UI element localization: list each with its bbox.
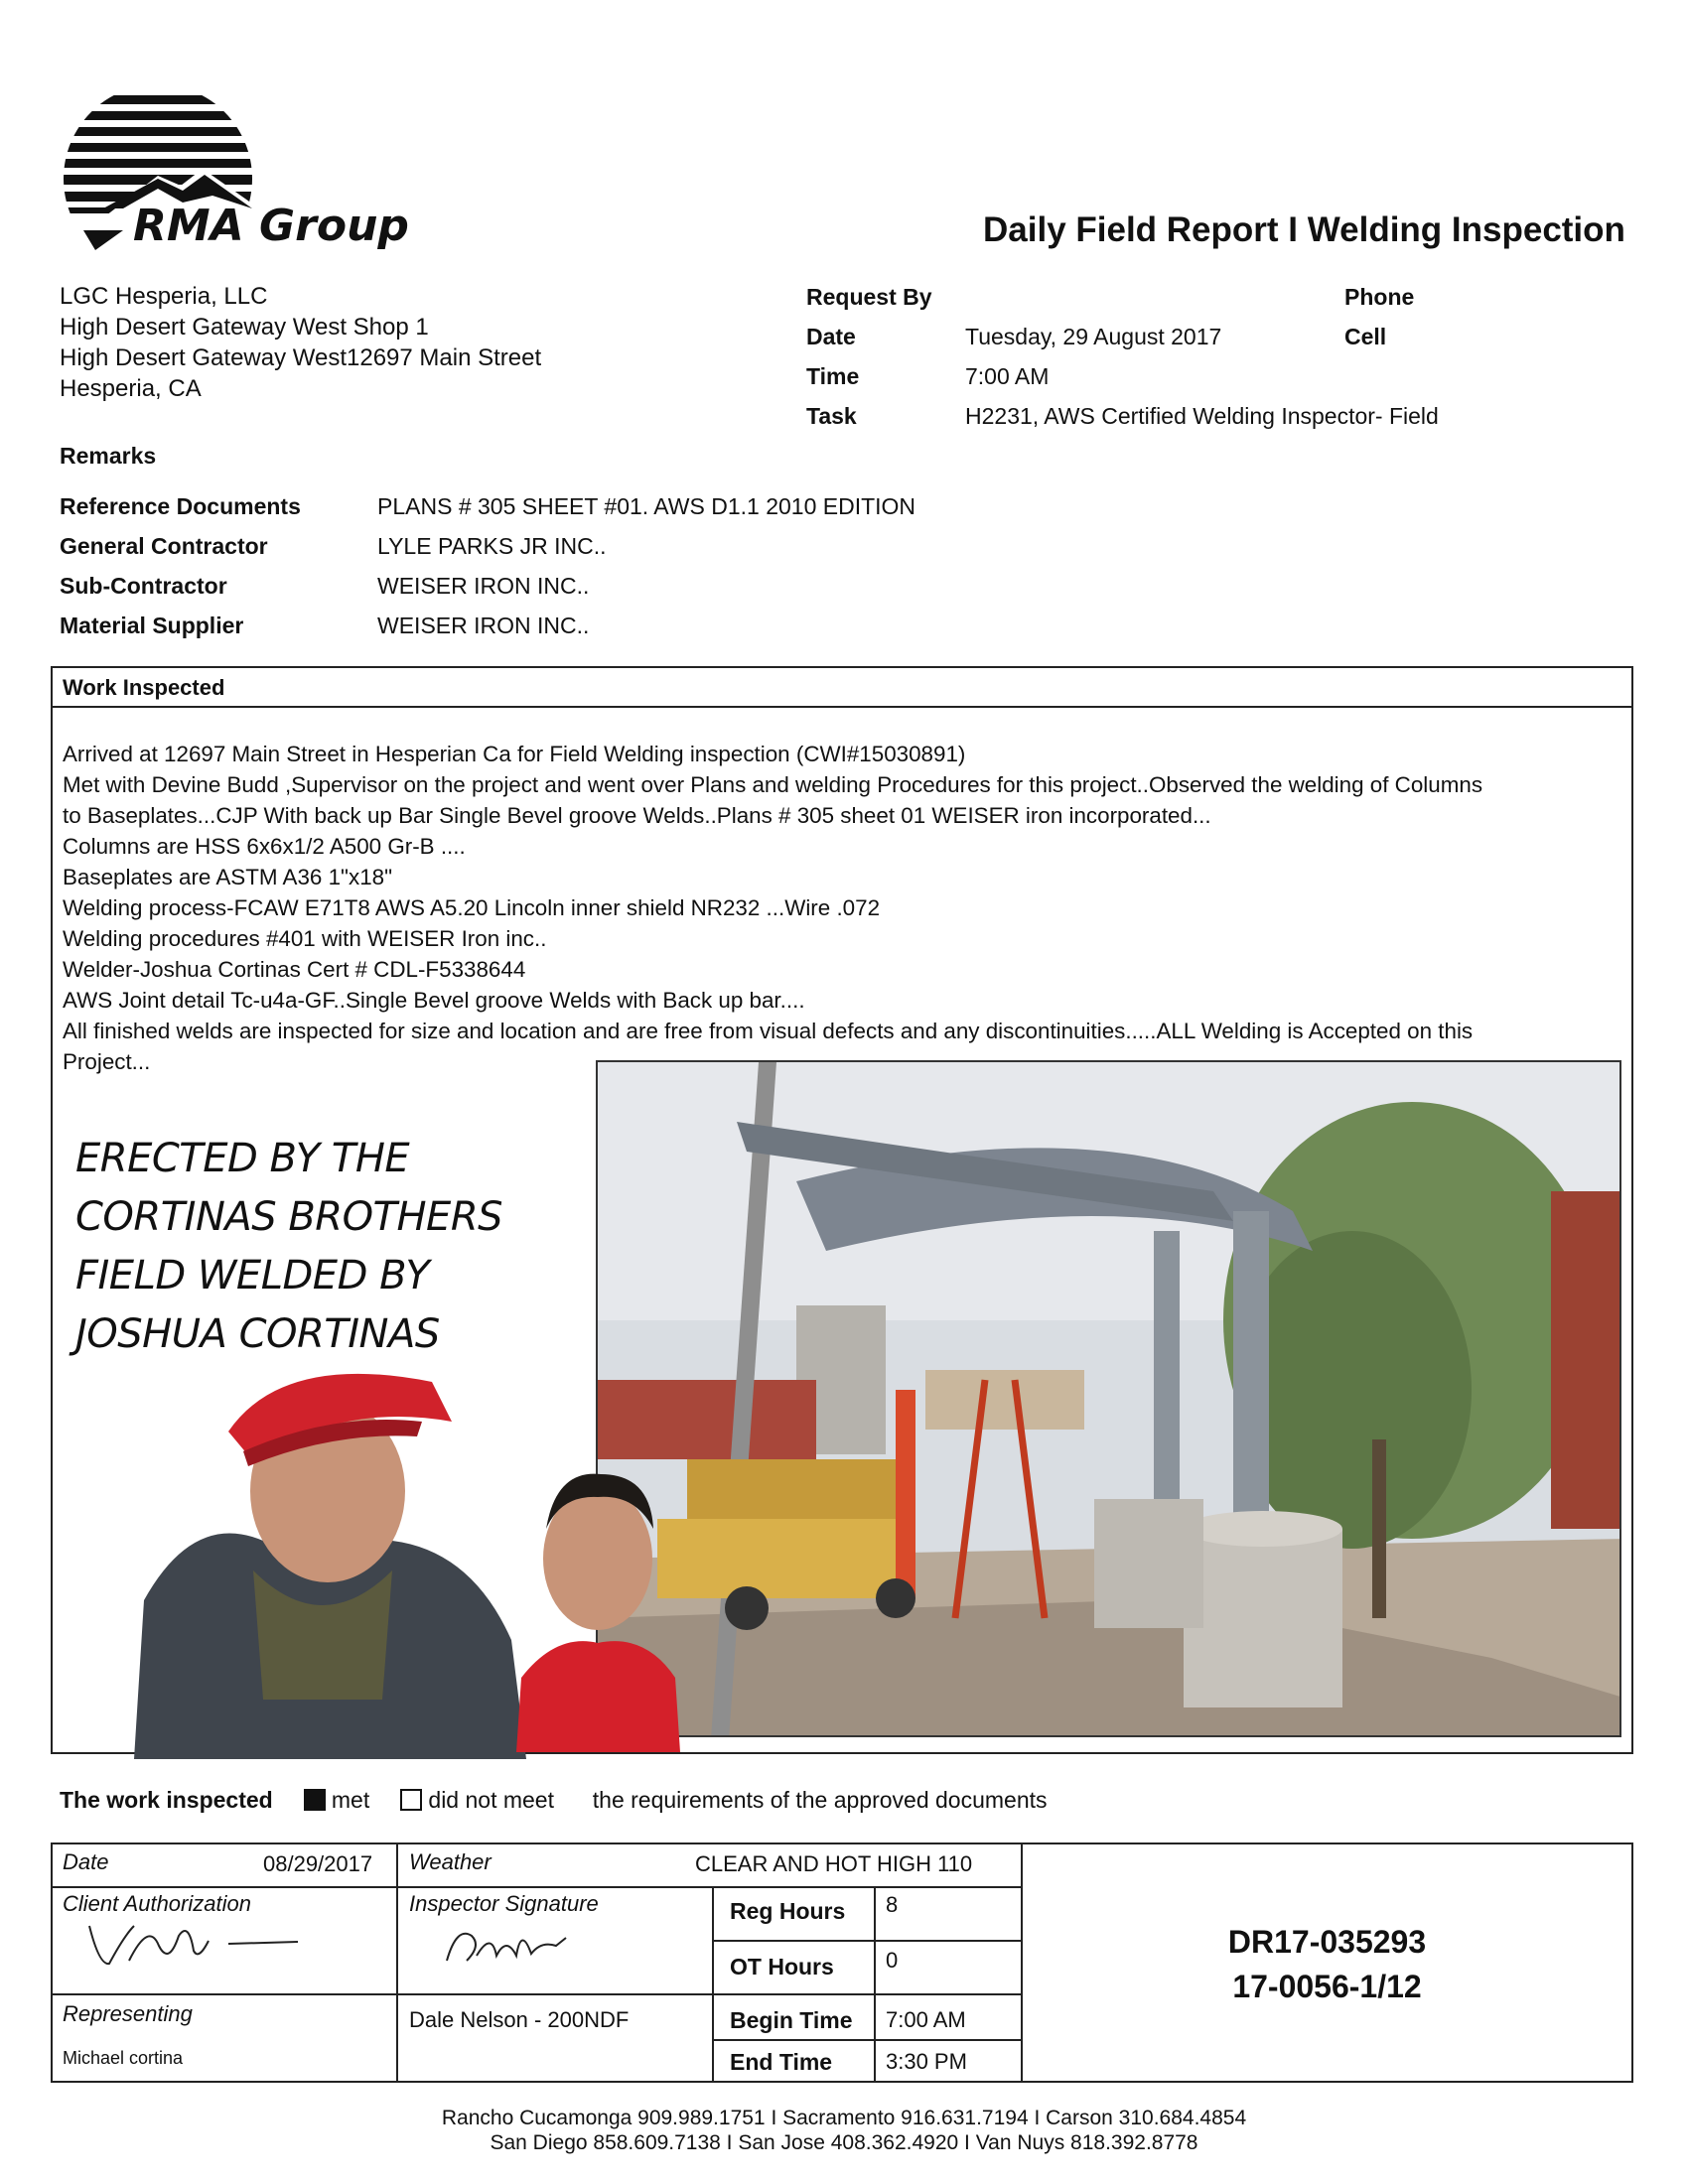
sub-contractor-label: Sub-Contractor <box>60 573 227 599</box>
client-site: High Desert Gateway West Shop 1 <box>60 314 429 341</box>
reg-hours-label: Reg Hours <box>730 1898 846 1924</box>
reference-documents-label: Reference Documents <box>60 493 301 519</box>
caption-line: JOSHUA CORTINAS <box>75 1311 440 1357</box>
note-line: Welding process-FCAW E71T8 AWS A5.20 Lincoln inner shield NR232 ...Wire .072 <box>63 895 881 920</box>
ot-hours-value: 0 <box>886 1948 899 1973</box>
project-number: 17-0056-1/12 <box>1232 1969 1422 2004</box>
person-icon <box>134 1342 526 1759</box>
client-address <box>60 281 541 404</box>
compliance-prefix: The work inspected <box>60 1787 273 1813</box>
task-value: H2231, AWS Certified Welding Inspector- Field <box>965 403 1439 429</box>
note-line: Columns are HSS 6x6x1/2 A500 Gr-B .... <box>63 834 466 859</box>
date-label: Date <box>806 324 856 349</box>
client-signature <box>79 1916 318 1976</box>
material-supplier-label: Material Supplier <box>60 613 244 638</box>
cell-label: Cell <box>1344 324 1387 349</box>
material-supplier-value: WEISER IRON INC.. <box>377 613 590 638</box>
date-value: Tuesday, 29 August 2017 <box>965 324 1222 349</box>
reference-documents-value: PLANS # 305 SHEET #01. AWS D1.1 2010 EDITION <box>377 493 916 519</box>
client-city: Hesperia, CA <box>60 375 202 402</box>
logo-text: RMA Group <box>133 201 409 250</box>
logo-mountain-icon <box>64 91 500 250</box>
note-line: Project... <box>63 1049 151 1074</box>
phone-label: Phone <box>1344 284 1415 310</box>
client-authorization-label: Client Authorization <box>63 1891 251 1916</box>
work-inspected-label: Work Inspected <box>63 675 225 700</box>
general-contractor-label: General Contractor <box>60 533 268 559</box>
caption-line: CORTINAS BROTHERS <box>75 1194 503 1240</box>
erector-portrait-photo <box>516 1430 680 1752</box>
person-icon <box>516 1430 680 1752</box>
company-logo <box>64 91 500 250</box>
photo-caption <box>75 1130 502 1364</box>
date-cell-value: 08/29/2017 <box>263 1851 373 1876</box>
note-line: Arrived at 12697 Main Street in Hesperian Ca for Field Welding inspection (CWI#15030891) <box>63 742 966 766</box>
time-value: 7:00 AM <box>965 363 1050 389</box>
work-inspected-notes <box>63 739 1623 1077</box>
not-met-label: did not meet <box>428 1787 554 1813</box>
general-contractor-value: LYLE PARKS JR INC.. <box>377 533 607 559</box>
task-label: Task <box>806 403 857 429</box>
met-checkbox[interactable] <box>304 1789 326 1811</box>
time-label: Time <box>806 363 860 389</box>
inspector-name: Dale Nelson - 200NDF <box>409 2007 630 2032</box>
note-line: Met with Devine Budd ,Supervisor on the project and went over Plans and welding Procedures for this project..Observed the welding of Columns <box>63 772 1483 797</box>
work-inspected-header <box>51 666 1633 708</box>
site-photo-image <box>598 1062 1621 1737</box>
note-line: to Baseplates...CJP With back up Bar Single Bevel groove Welds..Plans # 305 sheet 01 WEISER iron incorporated... <box>63 803 1211 828</box>
remarks-label: Remarks <box>60 443 157 469</box>
date-cell-label: Date <box>63 1849 109 1874</box>
note-line: Welder-Joshua Cortinas Cert # CDL-F5338644 <box>63 957 526 982</box>
representing-value: Michael cortina <box>63 2048 184 2068</box>
request-by-label: Request By <box>806 284 932 310</box>
begin-time-value: 7:00 AM <box>886 2007 966 2032</box>
weather-label: Weather <box>409 1849 492 1874</box>
representing-label: Representing <box>63 2001 193 2026</box>
report-number: DR17-035293 <box>1227 1924 1427 1960</box>
note-line: All finished welds are inspected for size and location and are free from visual defects and any discontinuities.....ALL Welding is Accepted on this <box>63 1019 1474 1043</box>
client-name: LGC Hesperia, LLC <box>60 283 268 310</box>
weather-value: CLEAR AND HOT HIGH 110 <box>695 1851 973 1876</box>
welder-portrait-photo <box>134 1342 526 1759</box>
not-met-checkbox[interactable] <box>400 1789 422 1811</box>
signature-icon <box>437 1916 586 1976</box>
begin-time-label: Begin Time <box>730 2007 853 2033</box>
signature-icon <box>79 1916 318 1976</box>
end-time-value: 3:30 PM <box>886 2049 967 2074</box>
sub-contractor-value: WEISER IRON INC.. <box>377 573 590 599</box>
inspector-signature-label: Inspector Signature <box>409 1891 599 1916</box>
footer-offices-line2: San Diego 858.609.7138 I San Jose 408.362.4920 I Van Nuys 818.392.8778 <box>490 2131 1198 2154</box>
met-label: met <box>331 1787 370 1813</box>
end-time-label: End Time <box>730 2049 833 2075</box>
footer-offices-line1: Rancho Cucamonga 909.989.1751 I Sacramento 916.631.7194 I Carson 310.684.4854 <box>441 2107 1247 2129</box>
caption-line: ERECTED BY THE <box>75 1136 410 1181</box>
note-line: AWS Joint detail Tc-u4a-GF..Single Bevel groove Welds with Back up bar.... <box>63 988 805 1013</box>
compliance-statement <box>60 1787 1048 1814</box>
note-line: Baseplates are ASTM A36 1"x18" <box>63 865 393 889</box>
compliance-suffix: the requirements of the approved documents <box>592 1787 1048 1813</box>
caption-line: FIELD WELDED BY <box>75 1253 430 1298</box>
report-title: Daily Field Report I Welding Inspection <box>983 210 1625 249</box>
ot-hours-label: OT Hours <box>730 1954 834 1979</box>
reg-hours-value: 8 <box>886 1892 899 1917</box>
inspector-signature <box>437 1916 586 1976</box>
client-street: High Desert Gateway West12697 Main Street <box>60 344 542 371</box>
site-photo <box>596 1060 1621 1737</box>
note-line: Welding procedures #401 with WEISER Iron inc.. <box>63 926 547 951</box>
